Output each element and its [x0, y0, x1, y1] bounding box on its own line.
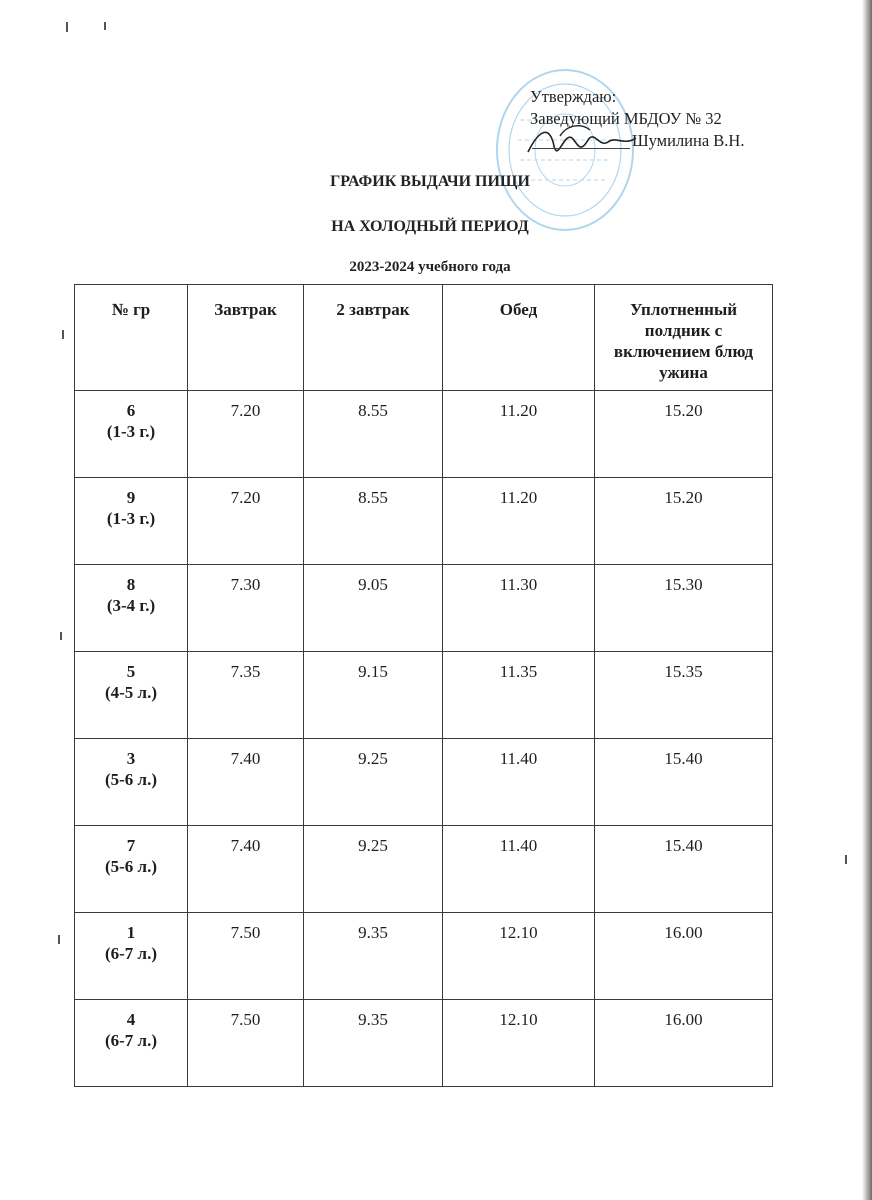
lunch-time: 12.10	[443, 1000, 595, 1087]
breakfast-time: 7.35	[188, 652, 304, 739]
group-cell	[75, 826, 188, 913]
second-breakfast-time: 9.35	[304, 1000, 443, 1087]
scan-edge	[862, 0, 872, 1200]
second-breakfast-time: 9.15	[304, 652, 443, 739]
approval-label: Утверждаю:	[530, 87, 617, 106]
scan-speck	[66, 22, 68, 32]
table-row	[75, 565, 773, 652]
header-second-breakfast: 2 завтрак	[304, 285, 443, 391]
breakfast-time: 7.50	[188, 913, 304, 1000]
table-row	[75, 652, 773, 739]
table-row	[75, 826, 773, 913]
snack-time: 15.40	[595, 739, 773, 826]
group-age: (1-3 г.)	[106, 422, 156, 441]
group-age: (3-4 г.)	[106, 596, 156, 615]
approval-position: Заведующий МБДОУ № 32	[530, 109, 722, 128]
group-number: 4	[126, 1010, 136, 1029]
group-cell	[75, 565, 188, 652]
lunch-time: 11.20	[443, 478, 595, 565]
signature-row	[530, 130, 820, 152]
group-number: 3	[126, 749, 136, 768]
group-age: (1-3 г.)	[106, 509, 156, 528]
group-cell	[75, 913, 188, 1000]
group-age: (5-6 л.)	[104, 857, 158, 876]
second-breakfast-time: 8.55	[304, 391, 443, 478]
school-year: 2023-2024 учебного года	[349, 259, 511, 275]
header-group: № гр	[75, 285, 188, 391]
document-subtitle: НА ХОЛОДНЫЙ ПЕРИОД	[331, 218, 529, 235]
group-cell	[75, 739, 188, 826]
group-number: 8	[126, 575, 136, 594]
table-row	[75, 739, 773, 826]
snack-time: 15.35	[595, 652, 773, 739]
lunch-time: 11.30	[443, 565, 595, 652]
lunch-time: 11.40	[443, 739, 595, 826]
table-row	[75, 478, 773, 565]
table-row	[75, 391, 773, 478]
breakfast-time: 7.40	[188, 739, 304, 826]
breakfast-time: 7.30	[188, 565, 304, 652]
breakfast-time: 7.20	[188, 391, 304, 478]
second-breakfast-time: 9.25	[304, 739, 443, 826]
group-age: (4-5 л.)	[104, 683, 158, 702]
scan-speck	[104, 22, 106, 30]
snack-time: 16.00	[595, 1000, 773, 1087]
snack-time: 15.30	[595, 565, 773, 652]
header-lunch: Обед	[443, 285, 595, 391]
scan-speck	[62, 330, 64, 339]
breakfast-time: 7.40	[188, 826, 304, 913]
group-cell	[75, 391, 188, 478]
group-cell	[75, 1000, 188, 1087]
lunch-time: 11.35	[443, 652, 595, 739]
group-number: 7	[126, 836, 136, 855]
group-number: 6	[126, 401, 136, 420]
header-breakfast: Завтрак	[188, 285, 304, 391]
second-breakfast-time: 9.35	[304, 913, 443, 1000]
snack-time: 15.40	[595, 826, 773, 913]
group-age: (6-7 л.)	[104, 944, 158, 963]
second-breakfast-time: 9.25	[304, 826, 443, 913]
breakfast-time: 7.20	[188, 478, 304, 565]
group-cell	[75, 652, 188, 739]
snack-time: 15.20	[595, 478, 773, 565]
scan-speck	[845, 855, 847, 864]
table-header-row	[75, 285, 773, 391]
document-title: ГРАФИК ВЫДАЧИ ПИЩИ	[330, 173, 530, 190]
group-age: (6-7 л.)	[104, 1031, 158, 1050]
lunch-time: 11.20	[443, 391, 595, 478]
group-age: (5-6 л.)	[104, 770, 158, 789]
group-number: 1	[126, 923, 136, 942]
lunch-time: 12.10	[443, 913, 595, 1000]
snack-time: 16.00	[595, 913, 773, 1000]
lunch-time: 11.40	[443, 826, 595, 913]
table-row	[75, 913, 773, 1000]
group-cell	[75, 478, 188, 565]
signature-line	[532, 148, 630, 149]
second-breakfast-time: 9.05	[304, 565, 443, 652]
approver-name: Шумилина В.Н.	[632, 131, 745, 150]
group-number: 5	[126, 662, 136, 681]
approval-block	[530, 86, 820, 152]
snack-time: 15.20	[595, 391, 773, 478]
scan-speck	[60, 632, 62, 640]
table-row	[75, 1000, 773, 1087]
breakfast-time: 7.50	[188, 1000, 304, 1087]
table-body	[75, 391, 773, 1087]
header-snack: Уплотненный полдник с включением блюд ужина	[595, 285, 773, 391]
group-number: 9	[126, 488, 136, 507]
meal-schedule-table	[74, 284, 773, 1087]
second-breakfast-time: 8.55	[304, 478, 443, 565]
scan-speck	[58, 935, 60, 944]
